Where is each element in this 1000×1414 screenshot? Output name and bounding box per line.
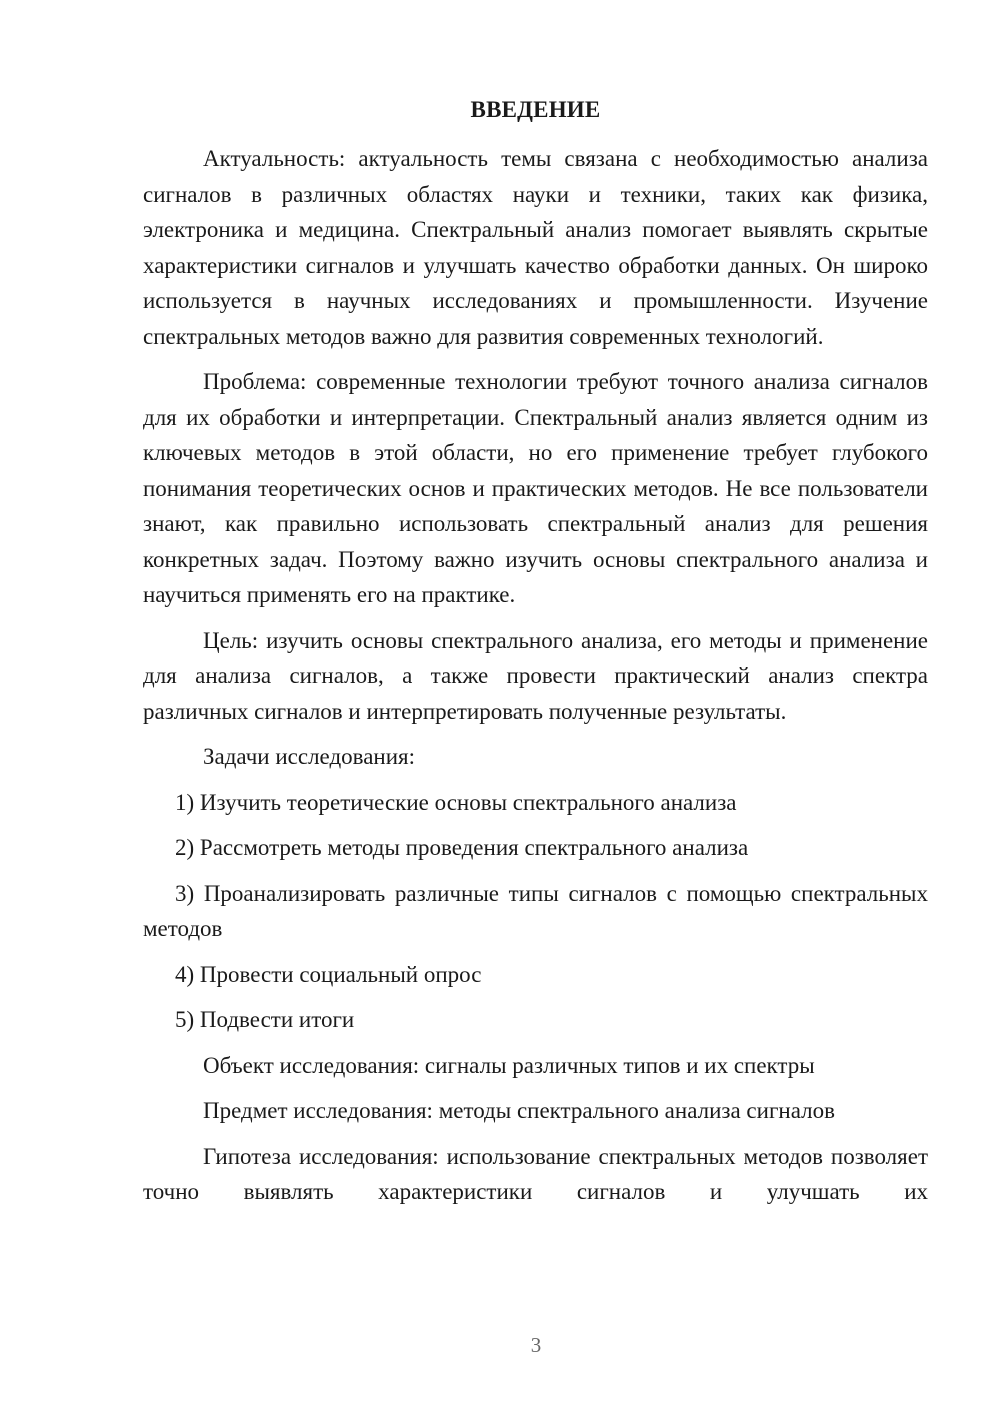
task-item-5: 5) Подвести итоги [175,1007,355,1032]
paragraph-hypothesis: Гипотеза исследования: использование спектральных методов позволяет точно выявлять характеристики сигналов и улучшать их [143,1143,928,1204]
paragraph-object: Объект исследования: сигналы различных типов и их спектры [203,1052,815,1078]
paragraph-subject: Предмет исследования: методы спектрального анализа сигналов [203,1098,835,1123]
paragraph-tasks-heading: Задачи исследования: [203,744,416,769]
task-item-3: 3) Проанализировать различные типы сигналов с помощью спектральных методов [143,880,928,941]
paragraph-goal: Цель: изучить основы спектрального анализа, его методы и применение для анализа сигналов, а также провести практический анализ спектра различных сигналов и интерпретировать полученные результаты. [143,627,928,724]
task-item-4: 4) Провести социальный опрос [175,961,482,987]
task-item-2: 2) Рассмотреть методы проведения спектрального анализа [175,835,749,860]
page-content [143,92,928,1210]
page-number: 3 [530,1333,542,1357]
task-item-1: 1) Изучить теоретические основы спектрального анализа [175,789,737,815]
paragraph-problem: Проблема: современные технологии требуют точного анализа сигналов для их обработки и интерпретации. Спектральный анализ является одним из ключевых методов в этой области, но его применение требует глубокого понимания теоретических основ и практических методов. Не все пользователи знают, как правильно использовать спектральный анализ для решения конкретных задач. Поэтому важно изучить основы спектрального анализа и научиться применять его на практике. [143,369,928,607]
paragraph-relevance: Актуальность: актуальность темы связана с необходимостью анализа сигналов в различных областях науки и техники, таких как физика, электроника и медицина. Спектральный анализ помогает выявлять скрытые характеристики сигналов и улучшать качество обработки данных. Он широко используется в научных исследованиях и промышленности. Изучение спектральных методов важно для развития современных технологий. [143,146,928,349]
section-title: ВВЕДЕНИЕ [470,97,601,122]
